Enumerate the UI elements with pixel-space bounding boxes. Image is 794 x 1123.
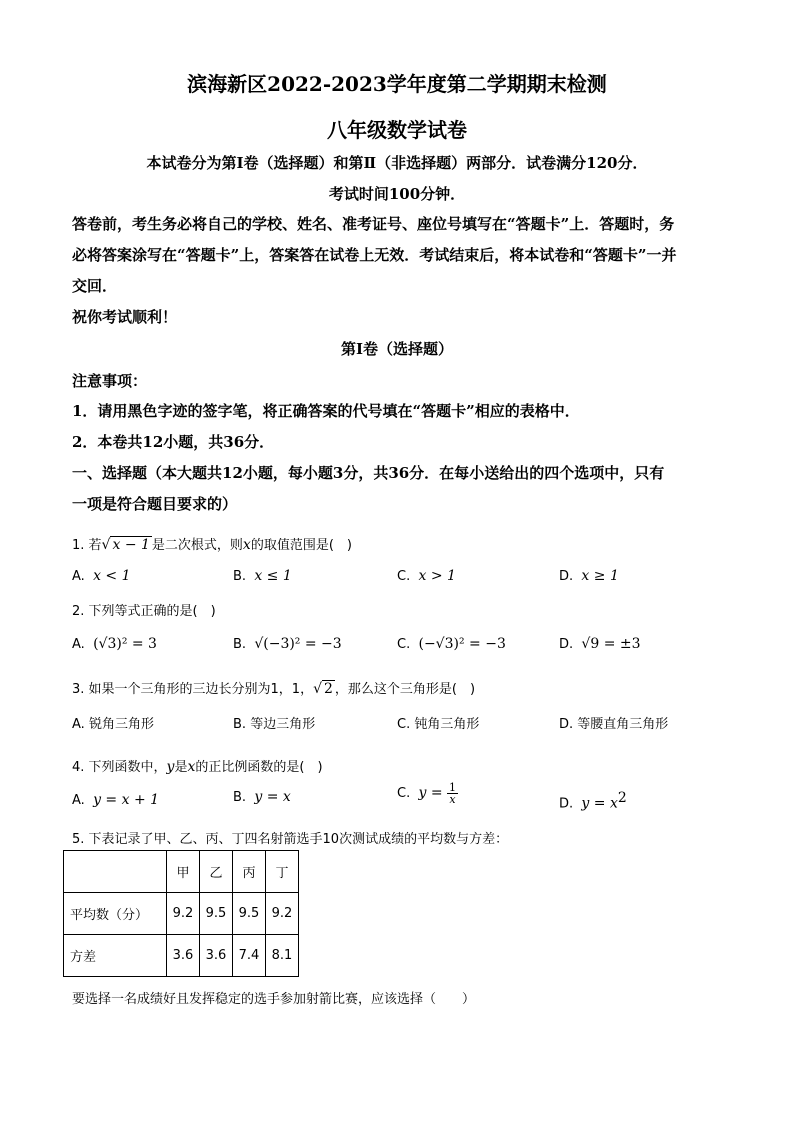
option-label: C.	[397, 786, 411, 801]
notes-title: 注意事项：	[72, 372, 148, 390]
option-text: 钝角三角形	[414, 717, 480, 732]
q3-radical: √ 2	[313, 681, 333, 697]
option-label: D.	[559, 796, 574, 812]
option-label: B.	[233, 790, 247, 805]
q1-option-a[interactable]	[72, 568, 131, 584]
q2-option-c[interactable]	[397, 636, 506, 652]
part1-heading: 第Ⅰ卷（选择题）	[340, 340, 454, 358]
q4-option-a[interactable]	[72, 792, 159, 808]
option-math: y = x	[581, 795, 618, 812]
section-heading-line-2: 一项是符合题目要求的）	[72, 495, 238, 513]
option-label: D.	[559, 717, 574, 732]
table-cell: 3.6	[200, 935, 233, 977]
fraction-numerator: 1	[449, 781, 457, 794]
option-label: A.	[72, 793, 85, 808]
instructions-line-2: 必将答案涂写在“答题卡”上，答案答在试卷上无效．考试结束后，将本试卷和“答题卡”一并	[72, 246, 677, 264]
table-header-cell: 甲	[167, 851, 200, 893]
section-heading-line-1: 一、选择题（本大题共12小题，每小题3分，共36分．在每小送给出的四个选项中，只有	[72, 464, 665, 482]
option-label: B.	[233, 717, 247, 732]
option-label: B.	[233, 569, 247, 584]
table-header-cell	[64, 851, 167, 893]
option-label: D.	[559, 637, 574, 652]
table-cell: 9.5	[233, 893, 266, 935]
instructions-line-1: 答卷前，考生务必将自己的学校、姓名、准考证号、座位号填写在“答题卡”上．答题时，务	[72, 215, 675, 233]
q3-option-a[interactable]	[72, 713, 154, 732]
option-math: (√3)² = 3	[93, 636, 157, 652]
option-label: C.	[397, 637, 411, 652]
option-label: A.	[72, 637, 85, 652]
option-label: A.	[72, 717, 85, 732]
question-5: 5. 下表记录了甲、乙、丙、丁四名射箭选手10次测试成绩的平均数与方差：	[72, 832, 509, 847]
fraction-denominator: x	[449, 793, 456, 806]
table-header-cell: 乙	[200, 851, 233, 893]
table-cell: 平均数（分）	[64, 893, 167, 935]
table-row	[64, 935, 299, 977]
option-math: y =	[418, 785, 448, 801]
option-text: 等腰直角三角形	[577, 717, 669, 732]
option-math: x ≤ 1	[254, 568, 292, 584]
q2-option-b[interactable]	[233, 636, 342, 652]
scores-table	[63, 850, 299, 977]
q1-suffix: 是二次根式，则	[151, 538, 243, 553]
q3-suffix: ，那么这个三角形是( )	[334, 682, 476, 697]
option-math: √(−3)² = −3	[254, 636, 342, 652]
option-label: C.	[397, 569, 411, 584]
table-header-row	[64, 851, 299, 893]
option-superscript: 2	[617, 790, 627, 806]
q4-prefix: 4. 下列函数中，	[72, 760, 167, 775]
note-2: 2．本卷共12小题，共36分．	[72, 433, 275, 451]
table-cell: 8.1	[266, 935, 299, 977]
option-text: 锐角三角形	[88, 717, 154, 732]
instructions-line-3: 交回．	[72, 277, 118, 295]
table-cell: 3.6	[167, 935, 200, 977]
q3-option-b[interactable]	[233, 713, 315, 732]
table-cell: 7.4	[233, 935, 266, 977]
option-label: B.	[233, 637, 247, 652]
question-1	[72, 534, 352, 553]
note-1: 1．请用黑色字迹的签字笔，将正确答案的代号填在“答题卡”相应的表格中．	[72, 402, 580, 420]
q3-option-c[interactable]	[397, 713, 479, 732]
q4c-fraction	[447, 782, 458, 805]
intro-line-1: 本试卷分为第Ⅰ卷（选择题）和第Ⅱ（非选择题）两部分．试卷满分120分．	[146, 154, 648, 172]
option-math: y = x + 1	[93, 792, 160, 808]
option-math: √9 = ±3	[581, 636, 641, 652]
q3-option-d[interactable]	[559, 713, 668, 732]
exam-subtitle: 八年级数学试卷	[327, 118, 467, 142]
q4-y: y	[166, 759, 175, 775]
exam-title: 滨海新区2022-2023学年度第二学期期末检测	[187, 72, 607, 96]
option-math: y = x	[254, 789, 291, 805]
table-cell: 9.2	[167, 893, 200, 935]
q4-x: x	[187, 759, 196, 775]
q4-option-d[interactable]	[559, 790, 627, 811]
q2-option-a[interactable]	[72, 636, 157, 652]
table-cell: 9.2	[266, 893, 299, 935]
option-math: (−√3)² = −3	[418, 636, 506, 652]
q4-option-b[interactable]	[233, 789, 291, 805]
question-3	[72, 678, 475, 697]
q1-option-c[interactable]	[397, 568, 456, 584]
q1-radicand: x − 1	[112, 537, 150, 553]
table-row	[64, 893, 299, 935]
question-5-prompt: 要选择一名成绩好且发挥稳定的选手参加射箭比赛，应该选择（ ）	[72, 992, 476, 1007]
q1-radical: √ x − 1	[101, 537, 150, 553]
option-text: 等边三角形	[250, 717, 316, 732]
q4-option-c[interactable]	[397, 782, 458, 805]
option-math: x > 1	[418, 568, 456, 584]
question-4	[72, 756, 323, 775]
option-label: C.	[397, 717, 411, 732]
table-header-cell: 丁	[266, 851, 299, 893]
q1-option-b[interactable]	[233, 568, 292, 584]
q4-suffix: 的正比例函数的是( )	[195, 760, 323, 775]
intro-line-2: 考试时间100分钟．	[328, 185, 466, 203]
option-math: x < 1	[93, 568, 131, 584]
q1-prefix: 1. 若	[72, 538, 102, 553]
wish-text: 祝你考试顺利！	[72, 308, 178, 326]
q2-option-d[interactable]	[559, 636, 641, 652]
table-header-cell: 丙	[233, 851, 266, 893]
option-math: x ≥ 1	[581, 568, 619, 584]
option-label: D.	[559, 569, 574, 584]
q1-var: x	[242, 537, 251, 553]
table-cell: 9.5	[200, 893, 233, 935]
q1-option-d[interactable]	[559, 568, 619, 584]
q1-suffix2: 的取值范围是( )	[250, 538, 352, 553]
q3-prefix: 3. 如果一个三角形的三边长分别为1，1，	[72, 682, 314, 697]
table-cell: 方差	[64, 935, 167, 977]
q3-radicand: 2	[324, 681, 333, 697]
question-2: 2. 下列等式正确的是( )	[72, 604, 216, 619]
option-label: A.	[72, 569, 85, 584]
q4-mid: 是	[174, 760, 188, 775]
